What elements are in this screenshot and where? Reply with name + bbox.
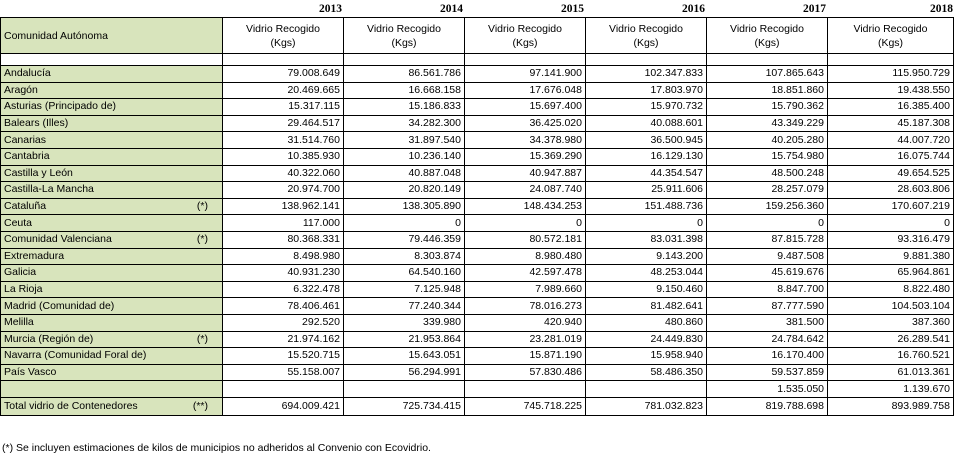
- value-cell: 59.537.859: [707, 364, 828, 381]
- value-cell: 9.881.380: [828, 248, 954, 265]
- value-cell: 0: [707, 215, 828, 232]
- region-cell: [1, 198, 223, 215]
- value-cell: 15.958.940: [586, 348, 707, 365]
- region-cell: [1, 381, 223, 398]
- value-cell: 79.446.359: [344, 231, 465, 248]
- value-cell: 40.887.048: [344, 165, 465, 182]
- value-cell: 65.964.861: [828, 265, 954, 282]
- region-label: Canarias: [4, 133, 47, 146]
- region-label: Aragón: [4, 83, 38, 96]
- value-cell: 1.535.050: [707, 381, 828, 398]
- value-cell: 480.860: [586, 314, 707, 331]
- value-cell: 40.322.060: [223, 165, 344, 182]
- value-cell: 17.803.970: [586, 82, 707, 99]
- table-row: [1, 281, 954, 298]
- region-cell: [1, 348, 223, 365]
- value-cell: 25.911.606: [586, 182, 707, 199]
- value-cell: 28.603.806: [828, 182, 954, 199]
- region-label: La Rioja: [4, 283, 43, 296]
- value-cell: 20.820.149: [344, 182, 465, 199]
- value-cell: 15.186.833: [344, 99, 465, 116]
- value-cell: 61.013.361: [828, 364, 954, 381]
- column-header: Vidrio Recogido (Kgs): [586, 18, 707, 54]
- value-cell: 117.000: [223, 215, 344, 232]
- value-cell: 8.980.480: [465, 248, 586, 265]
- value-cell: 31.514.760: [223, 132, 344, 149]
- region-label: Asturias (Principado de): [4, 100, 117, 113]
- value-cell: 10.236.140: [344, 148, 465, 165]
- value-cell: 17.676.048: [465, 82, 586, 99]
- value-cell: 15.520.715: [223, 348, 344, 365]
- value-cell: 9.487.508: [707, 248, 828, 265]
- value-cell: 292.520: [223, 314, 344, 331]
- value-cell: 24.087.740: [465, 182, 586, 199]
- value-cell: 8.498.980: [223, 248, 344, 265]
- year-2014: 2014: [440, 3, 463, 15]
- value-cell: [586, 381, 707, 398]
- table-row: [1, 165, 954, 182]
- value-cell: 16.668.158: [344, 82, 465, 99]
- table-row: [1, 265, 954, 282]
- region-cell: [1, 215, 223, 232]
- value-cell: 21.953.864: [344, 331, 465, 348]
- value-cell: 48.500.248: [707, 165, 828, 182]
- total-mark: (**): [192, 399, 208, 412]
- value-cell: 15.369.290: [465, 148, 586, 165]
- value-cell: 159.256.360: [707, 198, 828, 215]
- value-cell: 28.257.079: [707, 182, 828, 199]
- value-cell: 16.129.130: [586, 148, 707, 165]
- column-header: Vidrio Recogido (Kgs): [465, 18, 586, 54]
- region-label: Navarra (Comunidad Foral de): [4, 349, 147, 362]
- value-cell: 86.561.786: [344, 66, 465, 83]
- value-cell: 87.815.728: [707, 231, 828, 248]
- value-cell: 42.597.478: [465, 265, 586, 282]
- value-cell: 45.619.676: [707, 265, 828, 282]
- table-row: [1, 314, 954, 331]
- value-cell: 8.847.700: [707, 281, 828, 298]
- value-cell: 58.486.350: [586, 364, 707, 381]
- region-cell: [1, 82, 223, 99]
- value-cell: 44.354.547: [586, 165, 707, 182]
- value-cell: 8.822.480: [828, 281, 954, 298]
- value-cell: 420.940: [465, 314, 586, 331]
- column-header: Vidrio Recogido (Kgs): [223, 18, 344, 54]
- region-cell: [1, 265, 223, 282]
- value-cell: 64.540.160: [344, 265, 465, 282]
- column-header: Vidrio Recogido (Kgs): [344, 18, 465, 54]
- value-cell: 18.851.860: [707, 82, 828, 99]
- total-value-cell: 745.718.225: [465, 397, 586, 415]
- total-value-cell: 725.734.415: [344, 397, 465, 415]
- total-value-cell: 781.032.823: [586, 397, 707, 415]
- footnote: (*) Se incluyen estimaciones de kilos de municipios no adheridos al Convenio con Ecovidrio.: [2, 442, 431, 454]
- table-row: [1, 82, 954, 99]
- region-cell: [1, 298, 223, 315]
- value-cell: 20.469.665: [223, 82, 344, 99]
- region-label: Castilla-La Mancha: [4, 183, 94, 196]
- region-cell: [1, 364, 223, 381]
- value-cell: 19.438.550: [828, 82, 954, 99]
- value-cell: 97.141.900: [465, 66, 586, 83]
- value-cell: 9.143.200: [586, 248, 707, 265]
- value-cell: 87.777.590: [707, 298, 828, 315]
- value-cell: 56.294.991: [344, 364, 465, 381]
- region-label: Ceuta: [4, 216, 33, 229]
- value-cell: 16.075.744: [828, 148, 954, 165]
- region-cell: [1, 231, 223, 248]
- value-cell: 10.385.930: [223, 148, 344, 165]
- value-cell: 0: [828, 215, 954, 232]
- table-row: [1, 231, 954, 248]
- estimate-mark: (*): [196, 232, 208, 245]
- spacer-row: [1, 54, 954, 66]
- value-cell: 15.790.362: [707, 99, 828, 116]
- table-row: [1, 148, 954, 165]
- total-label: Total vidrio de Contenedores: [4, 400, 138, 413]
- region-label: Cantabria: [4, 150, 50, 163]
- total-value-cell: 694.009.421: [223, 397, 344, 415]
- region-label: Comunidad Valenciana: [4, 233, 112, 246]
- value-cell: 0: [344, 215, 465, 232]
- value-cell: 387.360: [828, 314, 954, 331]
- region-label: Murcia (Región de): [4, 332, 94, 345]
- table-row: [1, 348, 954, 365]
- year-2017: 2017: [803, 3, 826, 15]
- value-cell: 0: [465, 215, 586, 232]
- estimate-mark: (*): [196, 199, 208, 212]
- value-cell: 151.488.736: [586, 198, 707, 215]
- value-cell: 148.434.253: [465, 198, 586, 215]
- value-cell: 9.150.460: [586, 281, 707, 298]
- value-cell: 7.989.660: [465, 281, 586, 298]
- year-2018: 2018: [930, 3, 953, 15]
- table-row: [1, 298, 954, 315]
- value-cell: [344, 381, 465, 398]
- region-cell: [1, 281, 223, 298]
- value-cell: 138.962.141: [223, 198, 344, 215]
- region-cell: [1, 248, 223, 265]
- value-cell: 15.970.732: [586, 99, 707, 116]
- year-2016: 2016: [682, 3, 705, 15]
- table-row: [1, 331, 954, 348]
- table-row: [1, 198, 954, 215]
- value-cell: 40.931.230: [223, 265, 344, 282]
- column-header-row: [1, 18, 954, 54]
- region-label: Madrid (Comunidad de): [4, 299, 115, 312]
- value-cell: 104.503.104: [828, 298, 954, 315]
- table-row: [1, 115, 954, 132]
- value-cell: 24.784.642: [707, 331, 828, 348]
- value-cell: 44.007.720: [828, 132, 954, 149]
- value-cell: 16.385.400: [828, 99, 954, 116]
- value-cell: 20.974.700: [223, 182, 344, 199]
- value-cell: 93.316.479: [828, 231, 954, 248]
- value-cell: 26.289.541: [828, 331, 954, 348]
- value-cell: 15.317.115: [223, 99, 344, 116]
- year-2015: 2015: [561, 3, 584, 15]
- value-cell: 34.378.980: [465, 132, 586, 149]
- region-cell: [1, 115, 223, 132]
- value-cell: 15.697.400: [465, 99, 586, 116]
- value-cell: 29.464.517: [223, 115, 344, 132]
- region-cell: [1, 132, 223, 149]
- value-cell: 15.643.051: [344, 348, 465, 365]
- value-cell: 381.500: [707, 314, 828, 331]
- value-cell: 23.281.019: [465, 331, 586, 348]
- value-cell: 34.282.300: [344, 115, 465, 132]
- value-cell: 15.871.190: [465, 348, 586, 365]
- value-cell: 49.654.525: [828, 165, 954, 182]
- value-cell: 77.240.344: [344, 298, 465, 315]
- value-cell: 78.406.461: [223, 298, 344, 315]
- region-cell: [1, 148, 223, 165]
- value-cell: 115.950.729: [828, 66, 954, 83]
- value-cell: 8.303.874: [344, 248, 465, 265]
- value-cell: 36.500.945: [586, 132, 707, 149]
- value-cell: 16.760.521: [828, 348, 954, 365]
- total-label-cell: [1, 397, 223, 415]
- value-cell: 79.008.649: [223, 66, 344, 83]
- region-cell: [1, 165, 223, 182]
- value-cell: 43.349.229: [707, 115, 828, 132]
- value-cell: 0: [586, 215, 707, 232]
- region-column-header: Comunidad Autónoma: [1, 18, 223, 54]
- table-row: [1, 132, 954, 149]
- value-cell: 80.368.331: [223, 231, 344, 248]
- value-cell: 107.865.643: [707, 66, 828, 83]
- total-value-cell: 819.788.698: [707, 397, 828, 415]
- value-cell: [465, 381, 586, 398]
- region-cell: [1, 66, 223, 83]
- region-label: Balears (Illes): [4, 117, 69, 130]
- value-cell: 24.449.830: [586, 331, 707, 348]
- value-cell: 40.205.280: [707, 132, 828, 149]
- region-label: Cataluña: [4, 200, 47, 213]
- table-row: [1, 66, 954, 83]
- column-header: Vidrio Recogido (Kgs): [707, 18, 828, 54]
- region-label: Extremadura: [4, 249, 65, 262]
- table-row: [1, 364, 954, 381]
- region-cell: [1, 314, 223, 331]
- total-row: [1, 397, 954, 415]
- table-row: [1, 99, 954, 116]
- value-cell: 78.016.273: [465, 298, 586, 315]
- value-cell: 80.572.181: [465, 231, 586, 248]
- estimate-mark: (*): [196, 332, 208, 345]
- value-cell: 31.897.540: [344, 132, 465, 149]
- total-value-cell: 893.989.758: [828, 397, 954, 415]
- value-cell: 16.170.400: [707, 348, 828, 365]
- value-cell: 45.187.308: [828, 115, 954, 132]
- value-cell: 81.482.641: [586, 298, 707, 315]
- year-header-row: [0, 0, 958, 18]
- region-cell: [1, 99, 223, 116]
- value-cell: 57.830.486: [465, 364, 586, 381]
- value-cell: 55.158.007: [223, 364, 344, 381]
- region-label: Castilla y León: [4, 166, 73, 179]
- value-cell: 48.253.044: [586, 265, 707, 282]
- value-cell: 83.031.398: [586, 231, 707, 248]
- table-row: [1, 248, 954, 265]
- value-cell: 36.425.020: [465, 115, 586, 132]
- table-row: [1, 381, 954, 398]
- region-label: Andalucía: [4, 67, 51, 80]
- column-header: Vidrio Recogido (Kgs): [828, 18, 954, 54]
- value-cell: 21.974.162: [223, 331, 344, 348]
- year-2013: 2013: [319, 3, 342, 15]
- value-cell: 339.980: [344, 314, 465, 331]
- value-cell: 102.347.833: [586, 66, 707, 83]
- value-cell: 40.947.887: [465, 165, 586, 182]
- value-cell: 7.125.948: [344, 281, 465, 298]
- table-row: [1, 182, 954, 199]
- table-row: [1, 215, 954, 232]
- region-label: País Vasco: [4, 365, 57, 378]
- glass-collection-table: [0, 17, 954, 416]
- region-cell: [1, 331, 223, 348]
- value-cell: 40.088.601: [586, 115, 707, 132]
- value-cell: 138.305.890: [344, 198, 465, 215]
- region-label: Galicia: [4, 266, 37, 279]
- value-cell: 6.322.478: [223, 281, 344, 298]
- value-cell: 15.754.980: [707, 148, 828, 165]
- value-cell: 1.139.670: [828, 381, 954, 398]
- value-cell: [223, 381, 344, 398]
- region-label: Melilla: [4, 316, 34, 329]
- value-cell: 170.607.219: [828, 198, 954, 215]
- region-cell: [1, 182, 223, 199]
